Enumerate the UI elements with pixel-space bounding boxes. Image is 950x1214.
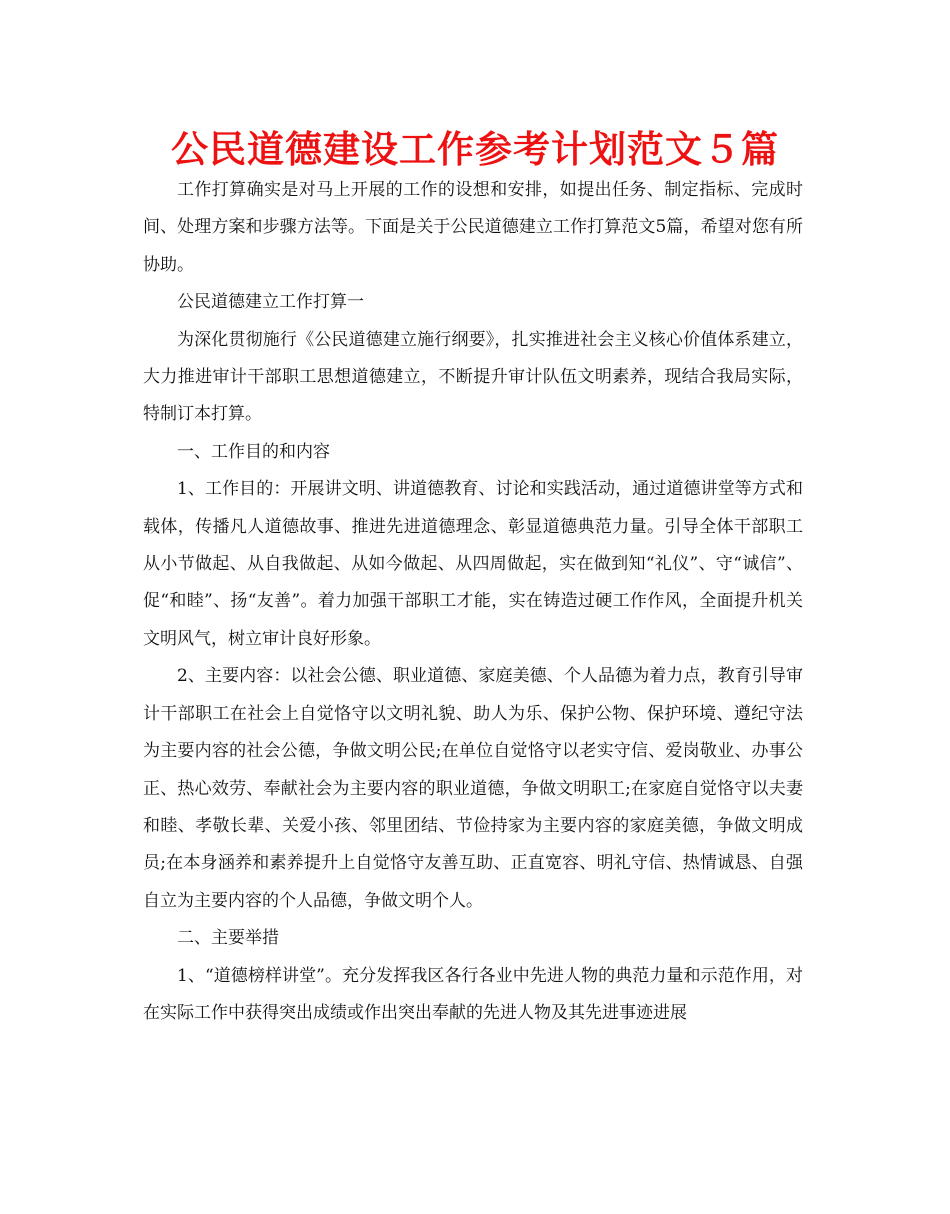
measures-paragraph: 1、“道德榜样讲堂”。充分发挥我区各行各业中先进人物的典范力量和示范作用，对在实际工作中获得突出成绩或作出突出奉献的先进人物及其先进事迹进展 [143, 965, 803, 1023]
section-heading-goals: 一、工作目的和内容 [177, 441, 330, 462]
plan-heading: 公民道德建立工作打算一 [177, 292, 364, 313]
plan-paragraph: 为深化贯彻施行《公民道德建立施行纲要》，扎实推进社会主义核心价值体系建立，大力推进审计干部职工思想道德建立，不断提升审计队伍文明素养，现结合我局实际，特制订本打算。 [143, 329, 803, 425]
document-title: 公民道德建设工作参考计划范文５篇 [171, 128, 779, 171]
section-heading-measures: 二、主要举措 [177, 928, 279, 949]
intro-paragraph: 工作打算确实是对马上开展的工作的设想和安排，如提出任务、制定指标、完成时间、处理方案和步骤方法等。下面是关于公民道德建立工作打算范文5篇，希望对您有所协助。 [143, 180, 803, 275]
goals-paragraph: 1、工作目的：开展讲文明、讲道德教育、讨论和实践活动，通过道德讲堂等方式和载体，传播凡人道德故事、推进先进道德理念、彰显道德典范力量。引导全体干部职工从小节做起、从自我做起、从如今做起、从四周做起，实在做到知“礼仪”、守“诚信”、促“和睦”、扬“友善”。着力加强干部职工才能，实在铸造过硬工作作风，全面提升机关文明风气，树立审计良好形象。 [143, 479, 803, 649]
content-paragraph: 2、主要内容：以社会公德、职业道德、家庭美德、个人品德为着力点，教育引导审计干部职工在社会上自觉恪守以文明礼貌、助人为乐、保护公物、保护环境、遵纪守法为主要内容的社会公德，争做文明公民;在单位自觉恪守以老实守信、爱岗敬业、办事公正、热心效劳、奉献社会为主要内容的职业道德，争做文明职工;在家庭自觉恪守以夫妻和睦、孝敬长辈、关爱小孩、邻里团结、节俭持家为主要内容的家庭美德，争做文明成员;在本身涵养和素养提升上自觉恪守友善互助、正直宽容、明礼守信、热情诚恳、自强自立为主要内容的个人品德，争做文明个人。 [143, 666, 803, 911]
document-body [143, 172, 803, 1032]
